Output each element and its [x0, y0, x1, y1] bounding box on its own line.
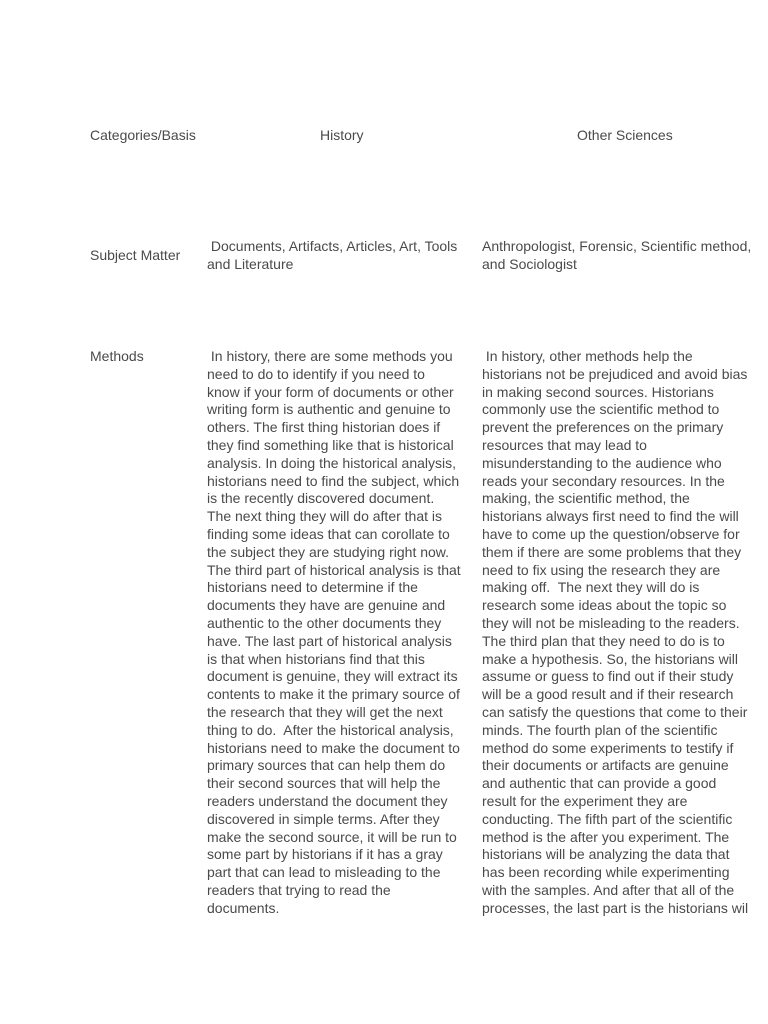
methods-other-line: making, the scientific method, the — [482, 490, 690, 507]
methods-history-line: is that when historians find that this — [207, 650, 425, 667]
methods-history-line: part that can lead to misleading to the — [207, 864, 441, 881]
methods-history-line: the subject they are studying right now. — [207, 543, 450, 560]
methods-other-line: have to come up the question/observe for — [482, 525, 740, 542]
methods-history-line: primary sources that can help them do — [207, 757, 446, 774]
methods-other-line: will be a good result and if their research — [482, 686, 734, 703]
methods-other-line: can satisfy the questions that come to their — [482, 703, 748, 720]
methods-history-line: readers that trying to read the — [207, 881, 391, 898]
header-history: History — [320, 127, 364, 143]
methods-history-line: their second sources that will help the — [207, 775, 441, 792]
methods-history-line: discovered in simple terms. After they — [207, 810, 440, 827]
methods-history-line: have. The last part of historical analysis — [207, 632, 452, 649]
methods-other-line: making off. The next they will do is — [482, 579, 700, 596]
methods-other-line: misunderstanding to the audience who — [482, 454, 722, 471]
methods-history-line: thing to do. After the historical analysis, — [207, 721, 454, 738]
methods-history-line: The next thing they will do after that is — [207, 508, 443, 525]
methods-other-line: method is the after you experiment. The — [482, 828, 730, 845]
methods-other-line: processes, the last part is the historians wil — [482, 899, 749, 916]
methods-other-line: The third plan that they need to do is to — [482, 632, 725, 649]
methods-other-line: historians always first need to find the will — [482, 508, 739, 525]
methods-history-line: documents. — [207, 899, 280, 916]
methods-other-line: historians not be prejudiced and avoid bias — [482, 365, 748, 382]
methods-other-line: prevent the preferences on the primary — [482, 419, 724, 436]
methods-other-line: with the samples. And after that all of the — [482, 881, 735, 898]
methods-history-line: make the second source, it will be run to — [207, 828, 457, 845]
methods-history-line: document is genuine, they will extract its — [207, 668, 458, 685]
methods-history-line: some part by historians if it has a gray — [207, 846, 443, 863]
methods-other-line: their documents or artifacts are genuine — [482, 757, 729, 774]
methods-history-line: historians need to determine if the — [207, 579, 418, 596]
methods-other-line: result for the experiment they are — [482, 792, 688, 809]
methods-history-line: historians need to find the subject, which — [207, 472, 460, 489]
methods-history-line: they find something like that is historical — [207, 436, 454, 453]
methods-history-text — [207, 348, 482, 918]
methods-other-line: In history, other methods help the — [482, 348, 693, 364]
methods-other-line: historians will be analyzing the data that — [482, 846, 730, 863]
header-other-sciences: Other Sciences — [577, 127, 673, 143]
methods-history-line: The third part of historical analysis is that — [207, 561, 461, 578]
methods-other-line: minds. The fourth plan of the scientific — [482, 721, 718, 738]
methods-history-line: In history, there are some methods you — [207, 348, 453, 364]
methods-other-line: reads your secondary resources. In the — [482, 472, 725, 489]
methods-history-line: others. The first thing historian does if — [207, 419, 441, 436]
methods-other-sciences-text — [482, 348, 768, 918]
header-categories: Categories/Basis — [90, 127, 196, 143]
methods-other-line: research some ideas about the topic so — [482, 597, 727, 614]
methods-other-line: they will not be misleading to the readers. — [482, 614, 740, 631]
methods-other-line: conducting. The fifth part of the scientific — [482, 810, 733, 827]
methods-history-line: is the recently discovered document. — [207, 490, 435, 507]
methods-history-line: need to do to identify if you need to — [207, 365, 425, 382]
methods-history-line: finding some ideas that can corollate to — [207, 525, 450, 542]
methods-other-line: method do some experiments to testify if — [482, 739, 734, 756]
methods-history-line: know if your form of documents or other — [207, 383, 454, 400]
methods-history-line: the research that they will get the next — [207, 703, 443, 720]
methods-other-line: make a hypothesis. So, the historians will — [482, 650, 739, 667]
methods-other-line: commonly use the scientific method to — [482, 401, 720, 418]
methods-history-line: documents they have are genuine and — [207, 597, 446, 614]
subject-matter-other-sciences: Anthropologist, Forensic, Scientific method, and Sociologist — [482, 238, 752, 272]
methods-other-line: has been recording while experimenting — [482, 864, 730, 881]
methods-other-line: and authentic that can provide a good — [482, 775, 717, 792]
methods-other-line: need to fix using the research they are — [482, 561, 721, 578]
methods-history-line: writing form is authentic and genuine to — [207, 401, 451, 418]
methods-other-line: them if there are some problems that they — [482, 543, 742, 560]
methods-history-line: readers understand the document they — [207, 792, 448, 809]
methods-other-line: resources that may lead to — [482, 436, 647, 453]
row-label-methods: Methods — [90, 348, 144, 364]
methods-history-line: authentic to the other documents they — [207, 614, 442, 631]
methods-history-line: analysis. In doing the historical analysis, — [207, 454, 457, 471]
methods-other-line: in making second sources. Historians — [482, 383, 714, 400]
subject-matter-history: Documents, Artifacts, Articles, Art, Tools and Literature — [207, 238, 462, 272]
methods-history-line: historians need to make the document to — [207, 739, 460, 756]
methods-other-line: assume or guess to find out if their study — [482, 668, 734, 685]
row-label-subject-matter: Subject Matter — [90, 247, 181, 263]
methods-history-line: contents to make it the primary source of — [207, 686, 460, 703]
